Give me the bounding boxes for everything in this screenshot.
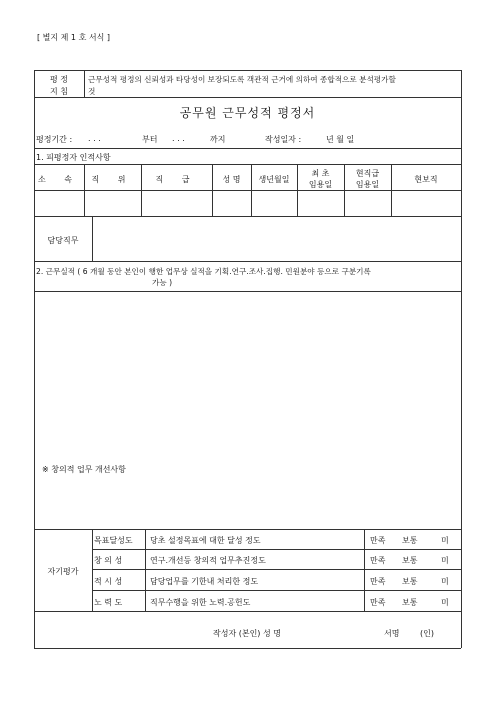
section2-heading-line1: 2. 근무실적 ( 6 개월 동안 본인이 행한 업무상 실적을 기획.연구.조사.집행. 민원분야 등으로 구분기록 <box>36 267 371 276</box>
period-from: 부터 <box>142 135 158 144</box>
eval-description: 직무수행을 위한 노력.공헌도 <box>150 598 251 607</box>
header-current-post: 현보직 <box>414 175 438 184</box>
section2-heading-line2: 가능 ) <box>152 278 173 287</box>
form-title: 공무원 근무성적 평정서 <box>179 106 316 120</box>
eval-description: 담당업무를 기한내 처리한 정도 <box>150 577 259 586</box>
header-affiliation: 소 속 <box>38 175 80 184</box>
eval-option-below: 미 <box>441 536 449 545</box>
signature-label: 서명 <box>384 629 400 638</box>
eval-option-satisfied: 만족 <box>370 598 386 607</box>
principle-label-line2: 지 침 <box>50 87 68 96</box>
eval-option-satisfied: 만족 <box>370 536 386 545</box>
header-position: 직 위 <box>91 175 134 184</box>
header-current-grade-line2: 임용일 <box>355 180 380 189</box>
eval-item: 적 시 성 <box>94 577 123 586</box>
writer-name-label: 작성자 (본인) 성 명 <box>213 629 281 638</box>
written-date-value: 년 월 일 <box>326 135 355 144</box>
eval-description: 연구.개선등 창의적 업무추진정도 <box>150 556 266 565</box>
eval-option-below: 미 <box>441 598 449 607</box>
header-first-appointment-line1: 최 초 <box>311 169 330 178</box>
header-birthdate: 생년월일 <box>258 175 290 184</box>
eval-option-satisfied: 만족 <box>370 556 386 565</box>
self-evaluation-label: 자기평가 <box>47 567 79 576</box>
header-current-grade-line1: 현직급 <box>355 169 380 178</box>
eval-option-satisfied: 만족 <box>370 577 386 586</box>
creative-improvement-note: ※ 창의적 업무 개선사항 <box>42 465 126 474</box>
eval-item: 창 의 성 <box>94 556 123 565</box>
seal-label: (인) <box>420 629 434 638</box>
period-end-date: . . . <box>172 134 185 143</box>
principle-text-line2: 것 <box>88 87 96 96</box>
period-start-date: . . . <box>88 134 101 143</box>
eval-option-average: 보통 <box>402 536 418 545</box>
eval-option-average: 보통 <box>402 598 418 607</box>
principle-label-line1: 평 정 <box>50 75 68 84</box>
eval-item: 목표달성도 <box>94 536 133 545</box>
section1-heading: 1. 피평정자 인적사항 <box>36 153 111 162</box>
eval-option-average: 보통 <box>402 556 418 565</box>
period-label: 평정기간 : <box>36 135 73 144</box>
eval-description: 당초 설정목표에 대한 달성 정도 <box>150 536 261 545</box>
eval-option-below: 미 <box>441 556 449 565</box>
principle-text-line1: 근무성적 평정의 신뢰성과 타당성이 보장되도록 객관적 근거에 의하여 종합적으로 분석평가할 <box>88 75 396 84</box>
header-first-appointment-line2: 임용일 <box>308 180 333 189</box>
duty-label: 담당직무 <box>47 236 79 245</box>
period-to: 까지 <box>210 135 226 144</box>
eval-option-below: 미 <box>441 577 449 586</box>
header-grade: 직 급 <box>155 175 198 184</box>
form-label: [ 별지 제 1 호 서식 ] <box>37 33 110 42</box>
written-date-label: 작성일자 : <box>265 135 302 144</box>
eval-option-average: 보통 <box>402 577 418 586</box>
header-name: 성 명 <box>222 175 241 184</box>
eval-item: 노 력 도 <box>94 598 123 607</box>
